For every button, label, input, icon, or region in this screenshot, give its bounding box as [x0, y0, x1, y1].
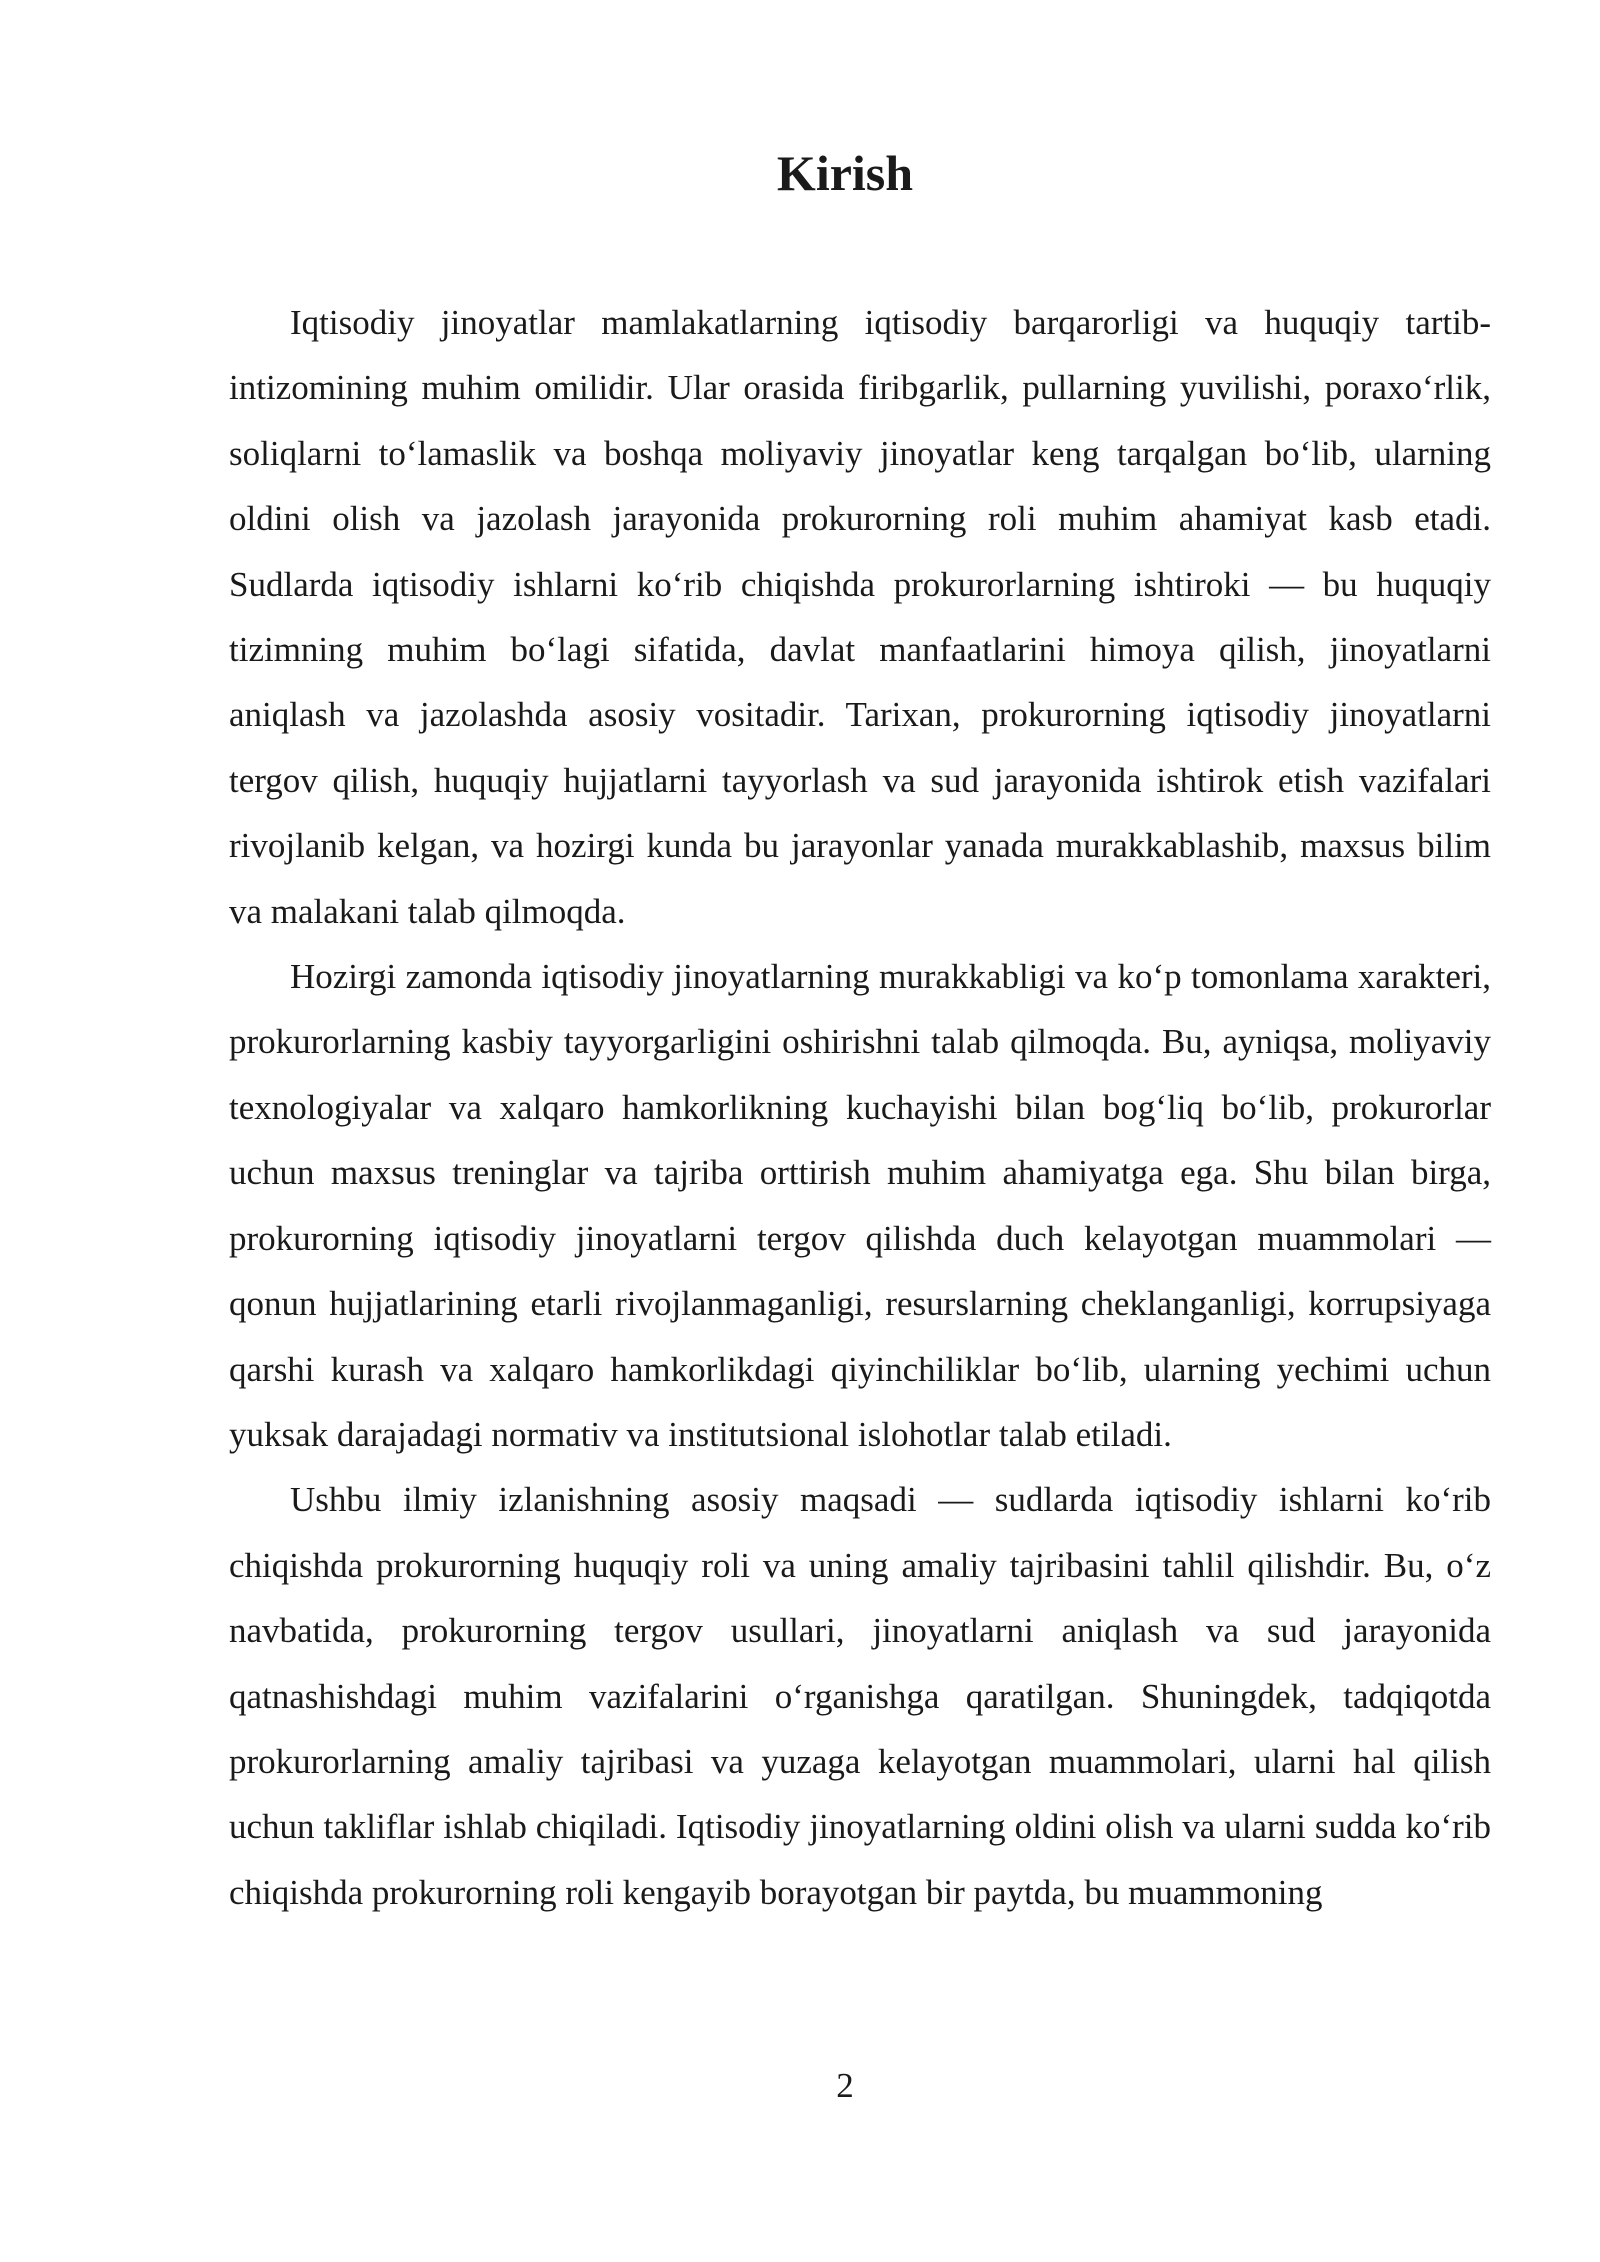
body-text: [229, 290, 1491, 1925]
paragraph-3: Ushbu ilmiy izlanishning asosiy maqsadi — sudlarda iqtisodiy ishlarni ko‘rib chiqishda prokurorning huquqiy roli va uning amaliy tajribasini tahlil qilishdir. Bu, o‘z navbatida, prokurorning tergov usullari, jinoyatlarni aniqlash va sud jarayonida qatnashishdagi muhim vazifalarini o‘rganishga qaratilgan. Shuningdek, tadqiqotda prokurorlarning amaliy tajribasi va yuzaga kelayotgan muammolari, ularni hal qilish uchun takliflar ishlab chiqiladi. Iqtisodiy jinoyatlarning oldini olish va ularni sudda ko‘rib chiqishda prokurorning roli kengayib borayotgan bir paytda, bu muammoning: [229, 1480, 1491, 1912]
page-title: Kirish: [776, 145, 914, 201]
paragraph-2: Hozirgi zamonda iqtisodiy jinoyatlarning murakkabligi va ko‘p tomonlama xarakteri, prokurorlarning kasbiy tayyorgarligini oshirishni talab qilmoqda. Bu, ayniqsa, moliyaviy texnologiyalar va xalqaro hamkorlikning kuchayishi bilan bog‘liq bo‘lib, prokurorlar uchun maxsus treninglar va tajriba orttirish muhim ahamiyatga ega. Shu bilan birga, prokurorning iqtisodiy jinoyatlarni tergov qilishda duch kelayotgan muammolari — qonun hujjatlarining etarli rivojlanmaganligi, resurslarning cheklanganligi, korrupsiyaga qarshi kurash va xalqaro hamkorlikdagi qiyinchiliklar bo‘lib, ularning yechimi uchun yuksak darajadagi normativ va institutsional islohotlar talab etiladi.: [229, 957, 1491, 1454]
paragraph-1: Iqtisodiy jinoyatlar mamlakatlarning iqtisodiy barqarorligi va huquqiy tartib-intizomining muhim omilidir. Ular orasida firibgarlik, pullarning yuvilishi, poraxo‘rlik, soliqlarni to‘lamaslik va boshqa moliyaviy jinoyatlar keng tarqalgan bo‘lib, ularning oldini olish va jazolash jarayonida prokurorning roli muhim ahamiyat kasb etadi. Sudlarda iqtisodiy ishlarni ko‘rib chiqishda prokurorlarning ishtiroki — bu huquqiy tizimning muhim bo‘lagi sifatida, davlat manfaatlarini himoya qilish, jinoyatlarni aniqlash va jazolashda asosiy vositadir. Tarixan, prokurorning iqtisodiy jinoyatlarni tergov qilish, huquqiy hujjatlarni tayyorlash va sud jarayonida ishtirok etish vazifalari rivojlanib kelgan, va hozirgi kunda bu jarayonlar yanada murakkablashib, maxsus bilim va malakani talab qilmoqda.: [229, 303, 1491, 931]
page-number: 2: [836, 2066, 854, 2105]
